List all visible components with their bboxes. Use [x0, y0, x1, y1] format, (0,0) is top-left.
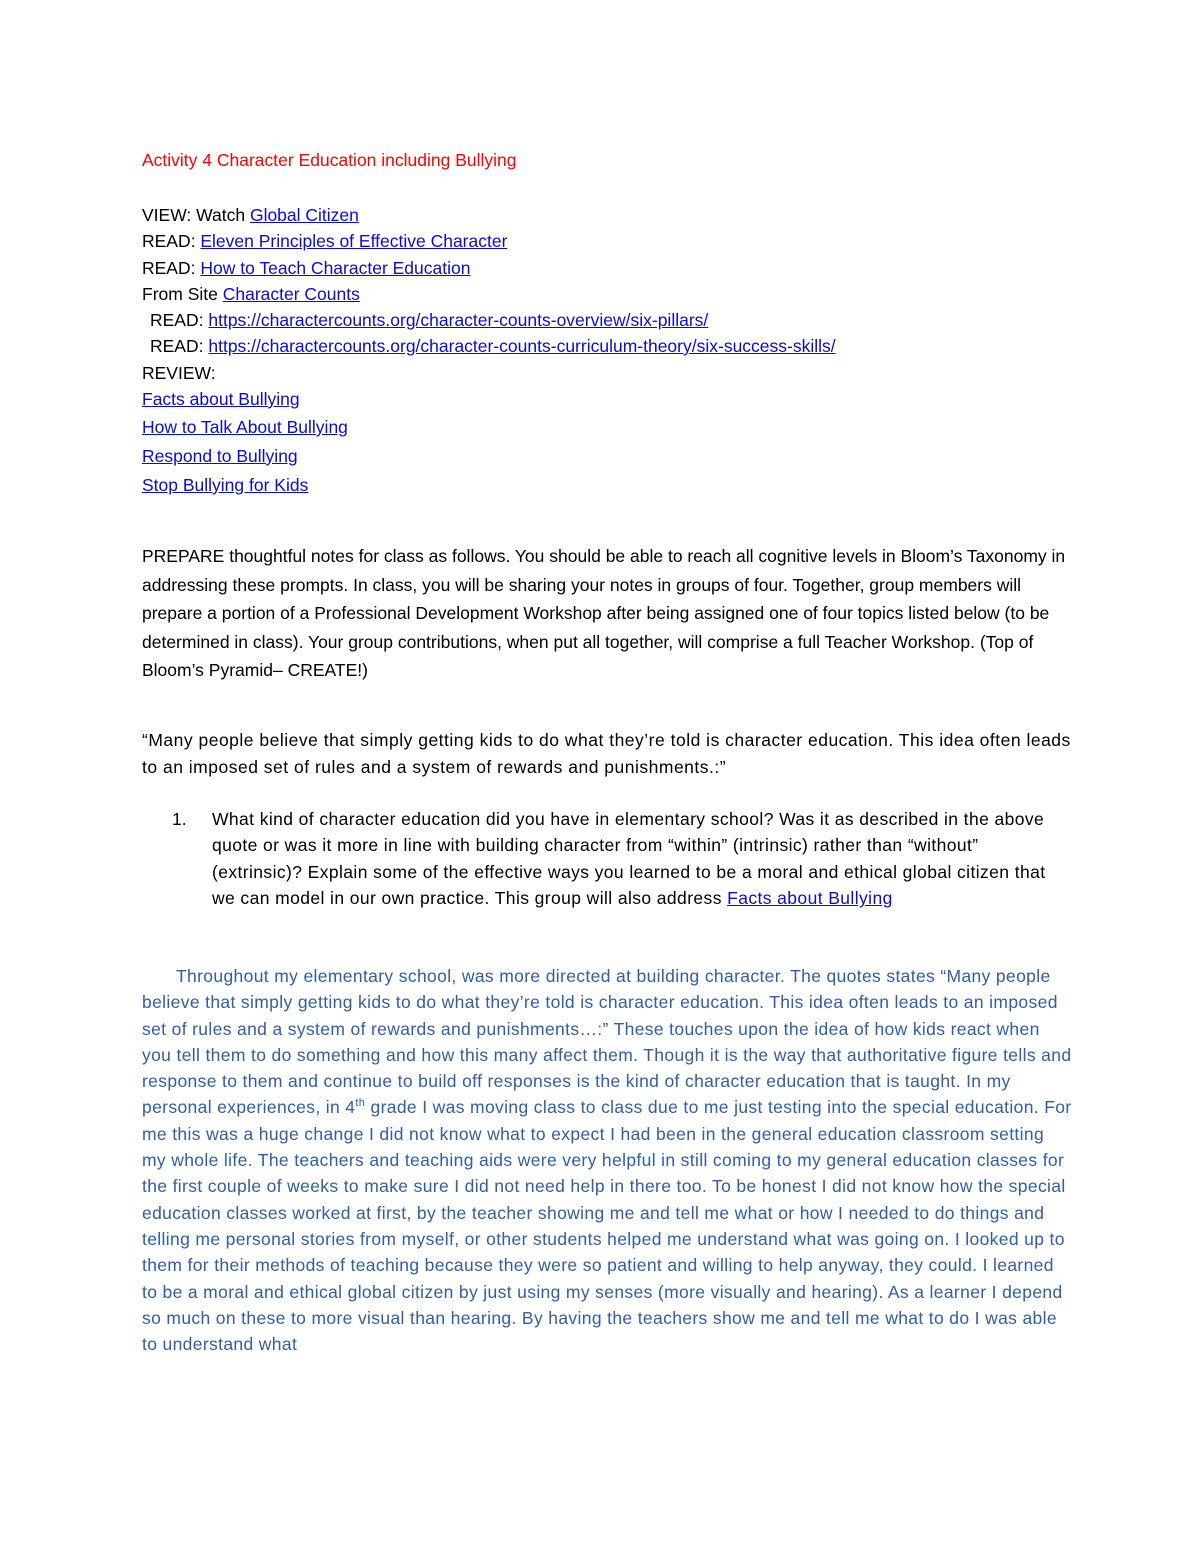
answer-text-1: Throughout my elementary school, was more directed at building character. The quotes states “Many people believe that simply getting kids to do what they’re told is character education. This idea often leads to an imposed set of rules and a system of rewards and punishments…:” These touches upon the idea of how kids react when you tell them to do something and how this many affect them. Though it is the way that authoritative figure tells and response to them and continue to build off responses is the kind of character education that is taught. In my personal experiences, in 4: [142, 966, 1072, 1118]
how-to-teach-link[interactable]: How to Teach Character Education: [200, 258, 471, 278]
document-title: Activity 4 Character Education including Bullying: [142, 150, 517, 170]
facts-about-bullying-link[interactable]: Facts about Bullying: [142, 389, 300, 409]
read-label: READ:: [150, 336, 209, 356]
eleven-principles-link[interactable]: Eleven Principles of Effective Character: [200, 231, 508, 251]
read-label: READ:: [142, 231, 201, 251]
how-to-talk-link[interactable]: How to Talk About Bullying: [142, 417, 348, 437]
respond-to-bullying-link[interactable]: Respond to Bullying: [142, 446, 298, 466]
character-counts-link[interactable]: Character Counts: [222, 284, 360, 304]
review-link-talk: [142, 415, 348, 439]
stop-bullying-link[interactable]: Stop Bullying for Kids: [142, 475, 309, 495]
read-line-4: [150, 334, 836, 358]
facts-about-bullying-inline-link[interactable]: Facts about Bullying: [727, 888, 893, 909]
review-link-facts: [142, 387, 300, 411]
quote-paragraph: “Many people believe that simply getting kids to do what they’re told is character education. This idea often leads to an imposed set of rules and a system of rewards and punishments.:”: [142, 730, 1071, 777]
answer-paragraph: [142, 963, 1072, 1357]
global-citizen-link[interactable]: Global Citizen: [249, 205, 359, 225]
read-line-3: [150, 308, 708, 332]
review-link-stop: [142, 473, 308, 497]
prepare-paragraph: PREPARE thoughtful notes for class as follows. You should be able to reach all cognitive levels in Bloom’s Taxonomy in addressing these prompts. In class, you will be sharing your notes in groups of four. Together, group members will prepare a portion of a Professional Development Workshop after being assigned one of four topics listed below (to be determined in class). Your group contributions, when put all together, will comprise a full Teacher Workshop. (Top of Bloom’s Pyramid– CREATE!): [142, 546, 1066, 680]
six-pillars-link[interactable]: https://charactercounts.org/character-counts-overview/six-pillars/: [208, 310, 709, 330]
read-label: READ:: [142, 258, 201, 278]
list-item-text: What kind of character education did you have in elementary school? Was it as described in the above quote or was it more in line with building character from “within” (intrinsic) rather than “without” (extrinsic)? Explain some of the effective ways you learned to be a moral and ethical global citizen that we can model in our own practice. This group will also address: [212, 809, 1046, 909]
answer-superscript: th: [355, 1097, 366, 1110]
read-line-2: [142, 256, 470, 280]
list-item-1: [212, 806, 1072, 912]
from-site-label: From Site: [142, 284, 223, 304]
answer-text-2: grade I was moving class to class due to me just testing into the special education. For me this was a huge change I did not know what to expect I had been in the general education classroom setting my whole life. The teachers and teaching aids were very helpful in still coming to my general education classes for the first couple of weeks to make sure I did not need help in there too. To be honest I did not know how the special education classes worked at first, by the teacher showing me and tell me what or how I needed to do things and telling me personal stories from myself, or other students helped me understand what was going on. I looked up to them for their methods of teaching because they were so patient and willing to help anyway, they could. I learned to be a moral and ethical global citizen by just using my senses (more visually and hearing). As a learner I depend so much on these to more visual than hearing. By having the teachers show me and tell me what to do I was able to understand what: [142, 1097, 1072, 1355]
view-label: VIEW: Watch: [142, 205, 250, 225]
six-success-skills-link[interactable]: https://charactercounts.org/character-counts-curriculum-theory/six-success-skills/: [208, 336, 836, 356]
read-label: READ:: [150, 310, 209, 330]
read-line-1: [142, 229, 507, 253]
from-site-line: [142, 282, 360, 306]
list-number: 1.: [172, 809, 187, 829]
view-line: [142, 203, 359, 227]
review-label: REVIEW:: [142, 363, 216, 383]
review-link-respond: [142, 444, 298, 468]
